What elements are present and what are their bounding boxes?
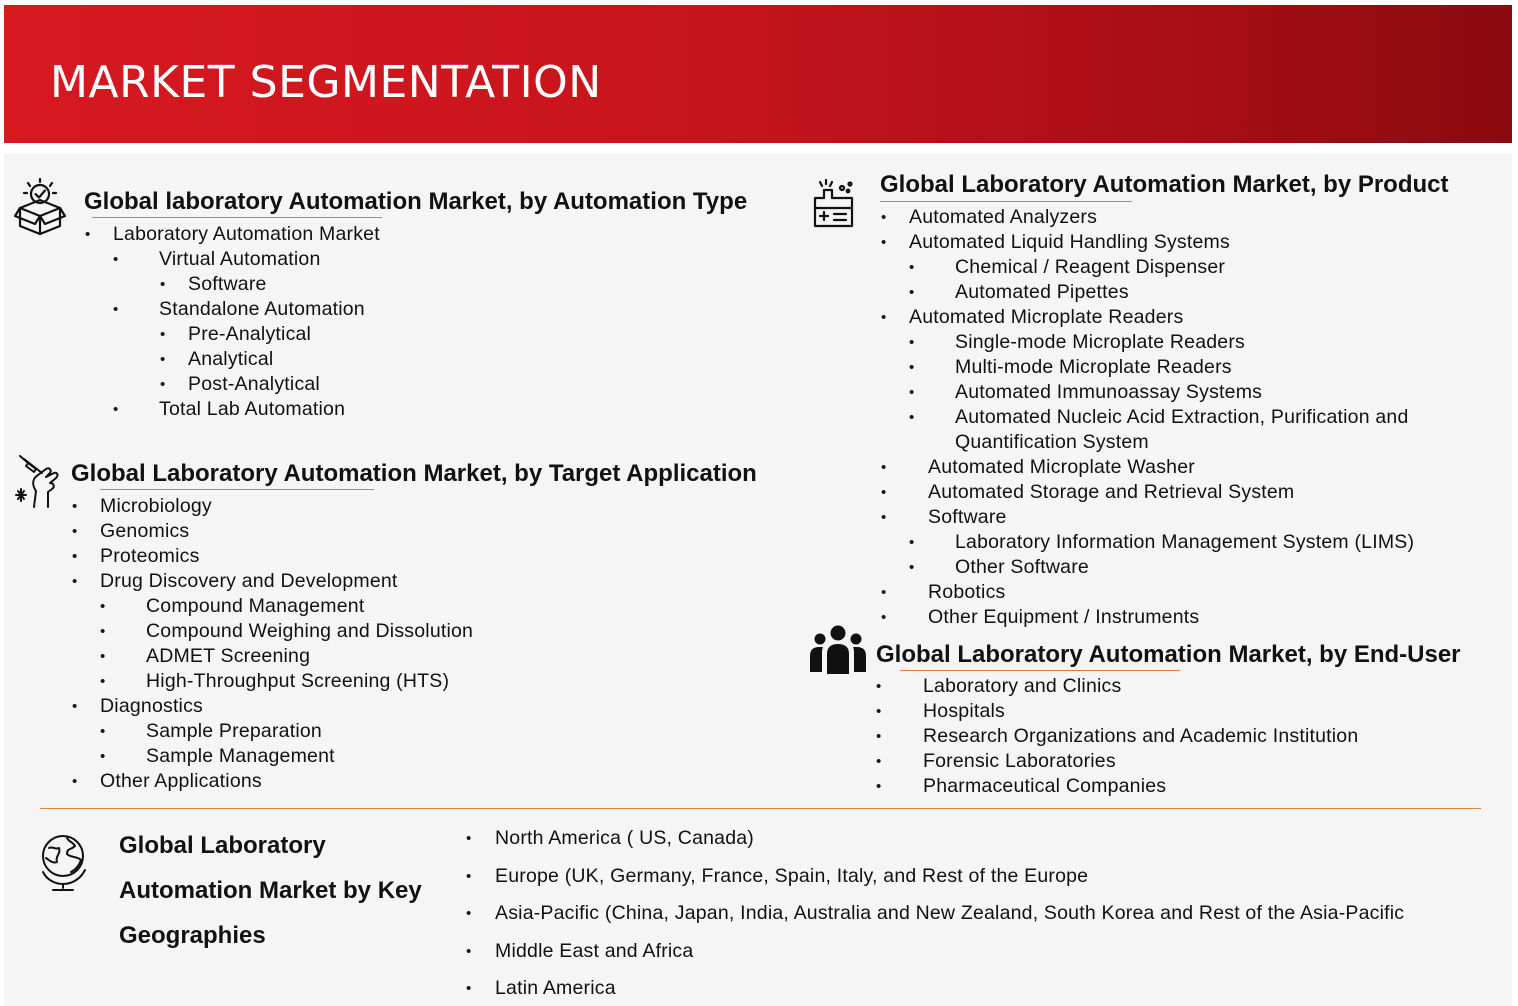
list-item: Analytical — [188, 348, 274, 370]
list-item: Virtual Automation — [159, 248, 321, 270]
list-item: Compound Weighing and Dissolution — [146, 620, 474, 642]
globe-icon — [37, 830, 89, 897]
bullet: • — [909, 559, 915, 576]
list-item: Compound Management — [146, 595, 365, 617]
bullet: • — [72, 523, 78, 540]
list-item: North America ( US, Canada) — [495, 827, 754, 849]
bullet: • — [72, 773, 78, 790]
list-item: Laboratory and Clinics — [923, 675, 1122, 697]
bullet: • — [160, 326, 166, 343]
list-item: Automated Pipettes — [955, 281, 1129, 303]
bullet: • — [466, 830, 472, 847]
bullet: • — [113, 301, 119, 318]
lab-flask-icon — [812, 178, 856, 233]
bullet: • — [881, 234, 887, 251]
bullet: • — [72, 698, 78, 715]
list-item: Asia-Pacific (China, Japan, India, Australia and New Zealand, South Korea and Rest of the Asia-Pacific — [495, 902, 1405, 924]
end-user-title: Global Laboratory Automation Market, by End-User — [876, 641, 1461, 668]
bullet: • — [100, 623, 106, 640]
bullet: • — [72, 498, 78, 515]
bullet: • — [160, 276, 166, 293]
list-item: Chemical / Reagent Dispenser — [955, 256, 1226, 278]
list-item: Pre-Analytical — [188, 323, 312, 345]
list-item: Other Equipment / Instruments — [928, 606, 1200, 628]
list-item: Post-Analytical — [188, 373, 320, 395]
bullet: • — [881, 209, 887, 226]
bullet: • — [100, 673, 106, 690]
target-application-title: Global Laboratory Automation Market, by Target Application — [71, 460, 757, 487]
automation-type-underline — [92, 217, 382, 218]
bullet: • — [881, 484, 887, 501]
bullet: • — [909, 384, 915, 401]
bullet: • — [876, 678, 882, 695]
list-item: High-Throughput Screening (HTS) — [146, 670, 450, 692]
geographies-title-line-1: Global Laboratory — [119, 832, 326, 859]
list-item: Europe (UK, Germany, France, Spain, Italy, and Rest of the Europe — [495, 865, 1089, 887]
bullet: • — [113, 401, 119, 418]
bullet: • — [100, 648, 106, 665]
product-title: Global Laboratory Automation Market, by Product — [880, 171, 1449, 198]
bullet: • — [100, 598, 106, 615]
target-application-underline — [100, 489, 374, 490]
list-item-continuation: Quantification System — [955, 431, 1149, 453]
list-item: Software — [928, 506, 1007, 528]
bullet: • — [909, 334, 915, 351]
bullet: • — [876, 728, 882, 745]
list-item: Other Applications — [100, 770, 262, 792]
list-item: Sample Preparation — [146, 720, 322, 742]
bullet: • — [909, 409, 915, 426]
end-user-underline — [900, 670, 1180, 671]
bullet: • — [466, 868, 472, 885]
geographies-title-line-3: Geographies — [119, 922, 266, 949]
list-item: Sample Management — [146, 745, 335, 767]
list-item: Automated Immunoassay Systems — [955, 381, 1263, 403]
list-item: Latin America — [495, 977, 616, 999]
bullet: • — [72, 573, 78, 590]
bullet: • — [881, 584, 887, 601]
list-item: Forensic Laboratories — [923, 750, 1116, 772]
bullet: • — [100, 723, 106, 740]
list-item: Pharmaceutical Companies — [923, 775, 1167, 797]
bullet: • — [85, 226, 91, 243]
list-item: Research Organizations and Academic Institution — [923, 725, 1359, 747]
list-item: Laboratory Information Management System (LIMS) — [955, 531, 1415, 553]
list-item: Automated Analyzers — [909, 206, 1098, 228]
bullet: • — [876, 753, 882, 770]
list-item: Laboratory Automation Market — [113, 223, 380, 245]
bullet: • — [100, 748, 106, 765]
product-underline — [880, 201, 1132, 202]
list-item: Diagnostics — [100, 695, 203, 717]
list-item: ADMET Screening — [146, 645, 311, 667]
bullet: • — [72, 548, 78, 565]
bullet: • — [881, 609, 887, 626]
bullet: • — [881, 459, 887, 476]
bullet: • — [466, 905, 472, 922]
bullet: • — [466, 943, 472, 960]
list-item: Standalone Automation — [159, 298, 365, 320]
bullet: • — [909, 359, 915, 376]
bullet: • — [881, 509, 887, 526]
section-divider — [40, 808, 1481, 809]
list-item: Robotics — [928, 581, 1006, 603]
bullet: • — [909, 534, 915, 551]
list-item: Hospitals — [923, 700, 1005, 722]
list-item: Software — [188, 273, 267, 295]
list-item: Single-mode Microplate Readers — [955, 331, 1245, 353]
bullet: • — [160, 376, 166, 393]
list-item: Total Lab Automation — [159, 398, 346, 420]
geographies-title-line-2: Automation Market by Key — [119, 877, 422, 904]
list-item: Other Software — [955, 556, 1089, 578]
bullet: • — [876, 778, 882, 795]
people-group-icon — [809, 624, 867, 681]
bullet: • — [113, 251, 119, 268]
list-item: Automated Storage and Retrieval System — [928, 481, 1295, 503]
bullet: • — [160, 351, 166, 368]
hand-syringe-icon — [14, 455, 62, 514]
list-item: Automated Nucleic Acid Extraction, Purification and — [955, 406, 1409, 428]
bullet: • — [909, 259, 915, 276]
bullet: • — [466, 980, 472, 997]
list-item: Drug Discovery and Development — [100, 570, 398, 592]
box-check-icon — [14, 178, 66, 241]
bullet: • — [876, 703, 882, 720]
list-item: Proteomics — [100, 545, 200, 567]
list-item: Microbiology — [100, 495, 212, 517]
bullet: • — [909, 284, 915, 301]
list-item: Multi-mode Microplate Readers — [955, 356, 1232, 378]
list-item: Middle East and Africa — [495, 940, 694, 962]
bullet: • — [881, 309, 887, 326]
list-item: Automated Microplate Washer — [928, 456, 1195, 478]
page-title: MARKET SEGMENTATION — [50, 57, 602, 108]
header-banner — [4, 5, 1512, 143]
list-item: Automated Microplate Readers — [909, 306, 1184, 328]
list-item: Genomics — [100, 520, 190, 542]
automation-type-title: Global laboratory Automation Market, by Automation Type — [84, 188, 748, 215]
list-item: Automated Liquid Handling Systems — [909, 231, 1230, 253]
